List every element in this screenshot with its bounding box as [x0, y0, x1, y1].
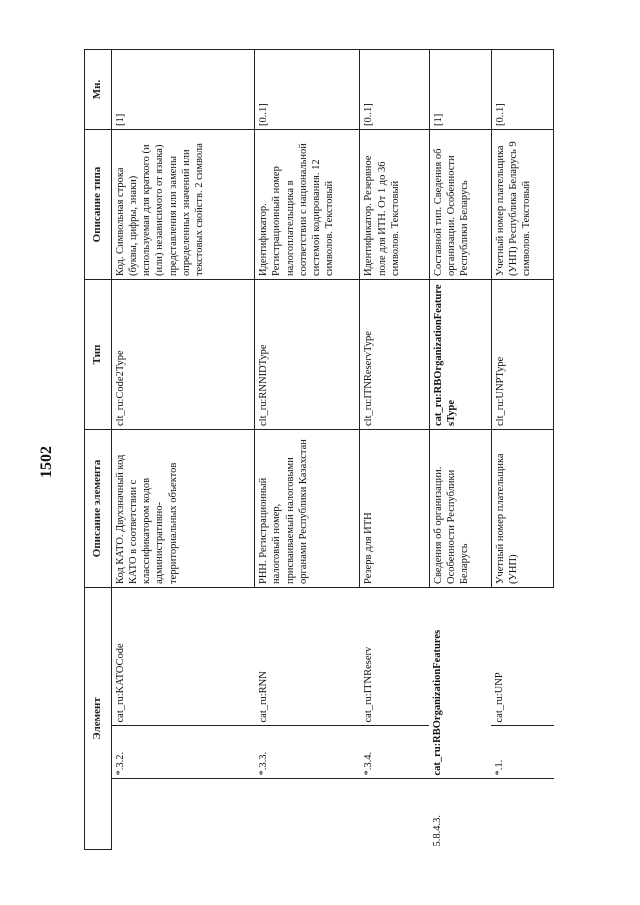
inner-number: *.3.4. — [360, 726, 429, 779]
element-name: cat_ru:RNN — [257, 671, 269, 723]
multiplicity: [0..1] — [360, 50, 429, 130]
rotated-table-container — [84, 50, 554, 850]
element-cell — [112, 588, 255, 850]
type-name: clt_ru:RNNIDType — [255, 280, 360, 430]
element-description: Сведения об организации. Особенности Республики Беларусь — [429, 430, 491, 588]
type-description: Код. Символьная строка (буквы, цифры, знаки) используемая для краткого (и (или) независимого от языка) представления или замены определенных значений или текстовых свойств. 2 символа — [112, 130, 255, 280]
table-header-row — [85, 50, 112, 850]
type-description: Учетный номер плательщика (УНП) Республика Беларусь 9 символов. Текстовый — [491, 130, 553, 280]
type-name: clt_ru:UNPType — [491, 280, 553, 430]
element-cell — [255, 588, 360, 850]
table-row — [255, 50, 360, 850]
element-cell — [429, 588, 491, 850]
multiplicity: [0..1] — [255, 50, 360, 130]
type-name: cat_ru:RBOrganizationFeaturesType — [429, 280, 491, 430]
element-description: Код КАТО. Двухзначный код КАТО в соответствии с классификатором кодов административно-территориальных объектов — [112, 430, 255, 588]
outer-number — [255, 779, 360, 850]
element-cell — [360, 588, 429, 850]
outer-number: 5.8.4.3. — [429, 779, 491, 850]
header-multiplicity: Мн. — [85, 50, 112, 130]
outer-number — [112, 779, 255, 850]
type-description: Составной тип. Сведения об организации. Особенности Республики Беларусь — [429, 130, 491, 280]
table-row — [429, 50, 491, 850]
table-row — [491, 50, 553, 850]
header-type-desc: Описание типа — [85, 130, 112, 280]
element-name: cat_ru:RBOrganizationFeatures — [432, 629, 444, 776]
outer-number — [360, 779, 429, 850]
type-name: clt_ru:Code2Type — [112, 280, 255, 430]
type-description: Идентификатор. Резервное поле для ИТН. От 1 до 36 символов. Текстовый — [360, 130, 429, 280]
multiplicity: [1] — [112, 50, 255, 130]
page-number: 1502 — [38, 446, 55, 478]
element-description: РНН. Регистрационный налоговый номер, присваиваемый налоговыми органами Республики Казахстан — [255, 430, 360, 588]
element-name: cat_ru:KATOCode — [115, 643, 126, 723]
header-type: Тип — [85, 280, 112, 430]
outer-number — [491, 779, 553, 850]
element-name: cat_ru:UNP — [494, 672, 506, 723]
multiplicity: [0..1] — [491, 50, 553, 130]
element-name: cat_ru:ITNReserv — [362, 646, 374, 723]
element-cell — [491, 588, 553, 850]
table-row — [112, 50, 255, 850]
inner-number: *.1. — [491, 726, 553, 779]
type-description: Идентификатор. Регистрационный номер налогоплательщика в соответствии с национальной системой кодирования. 12 символов. Текстовый — [255, 130, 360, 280]
spec-table — [84, 49, 554, 850]
inner-number: *.3.2. — [112, 726, 255, 779]
inner-number: *.3.3. — [255, 726, 360, 779]
table-body — [112, 50, 554, 850]
multiplicity: [1] — [429, 50, 491, 130]
header-element: Элемент — [85, 588, 112, 850]
table-row — [360, 50, 429, 850]
header-element-desc: Описание элемента — [85, 430, 112, 588]
element-description: Учетный номер плательщика (УНП) — [491, 430, 553, 588]
type-name: clt_ru:ITNReservType — [360, 280, 429, 430]
element-description: Резерв для ИТН — [360, 430, 429, 588]
